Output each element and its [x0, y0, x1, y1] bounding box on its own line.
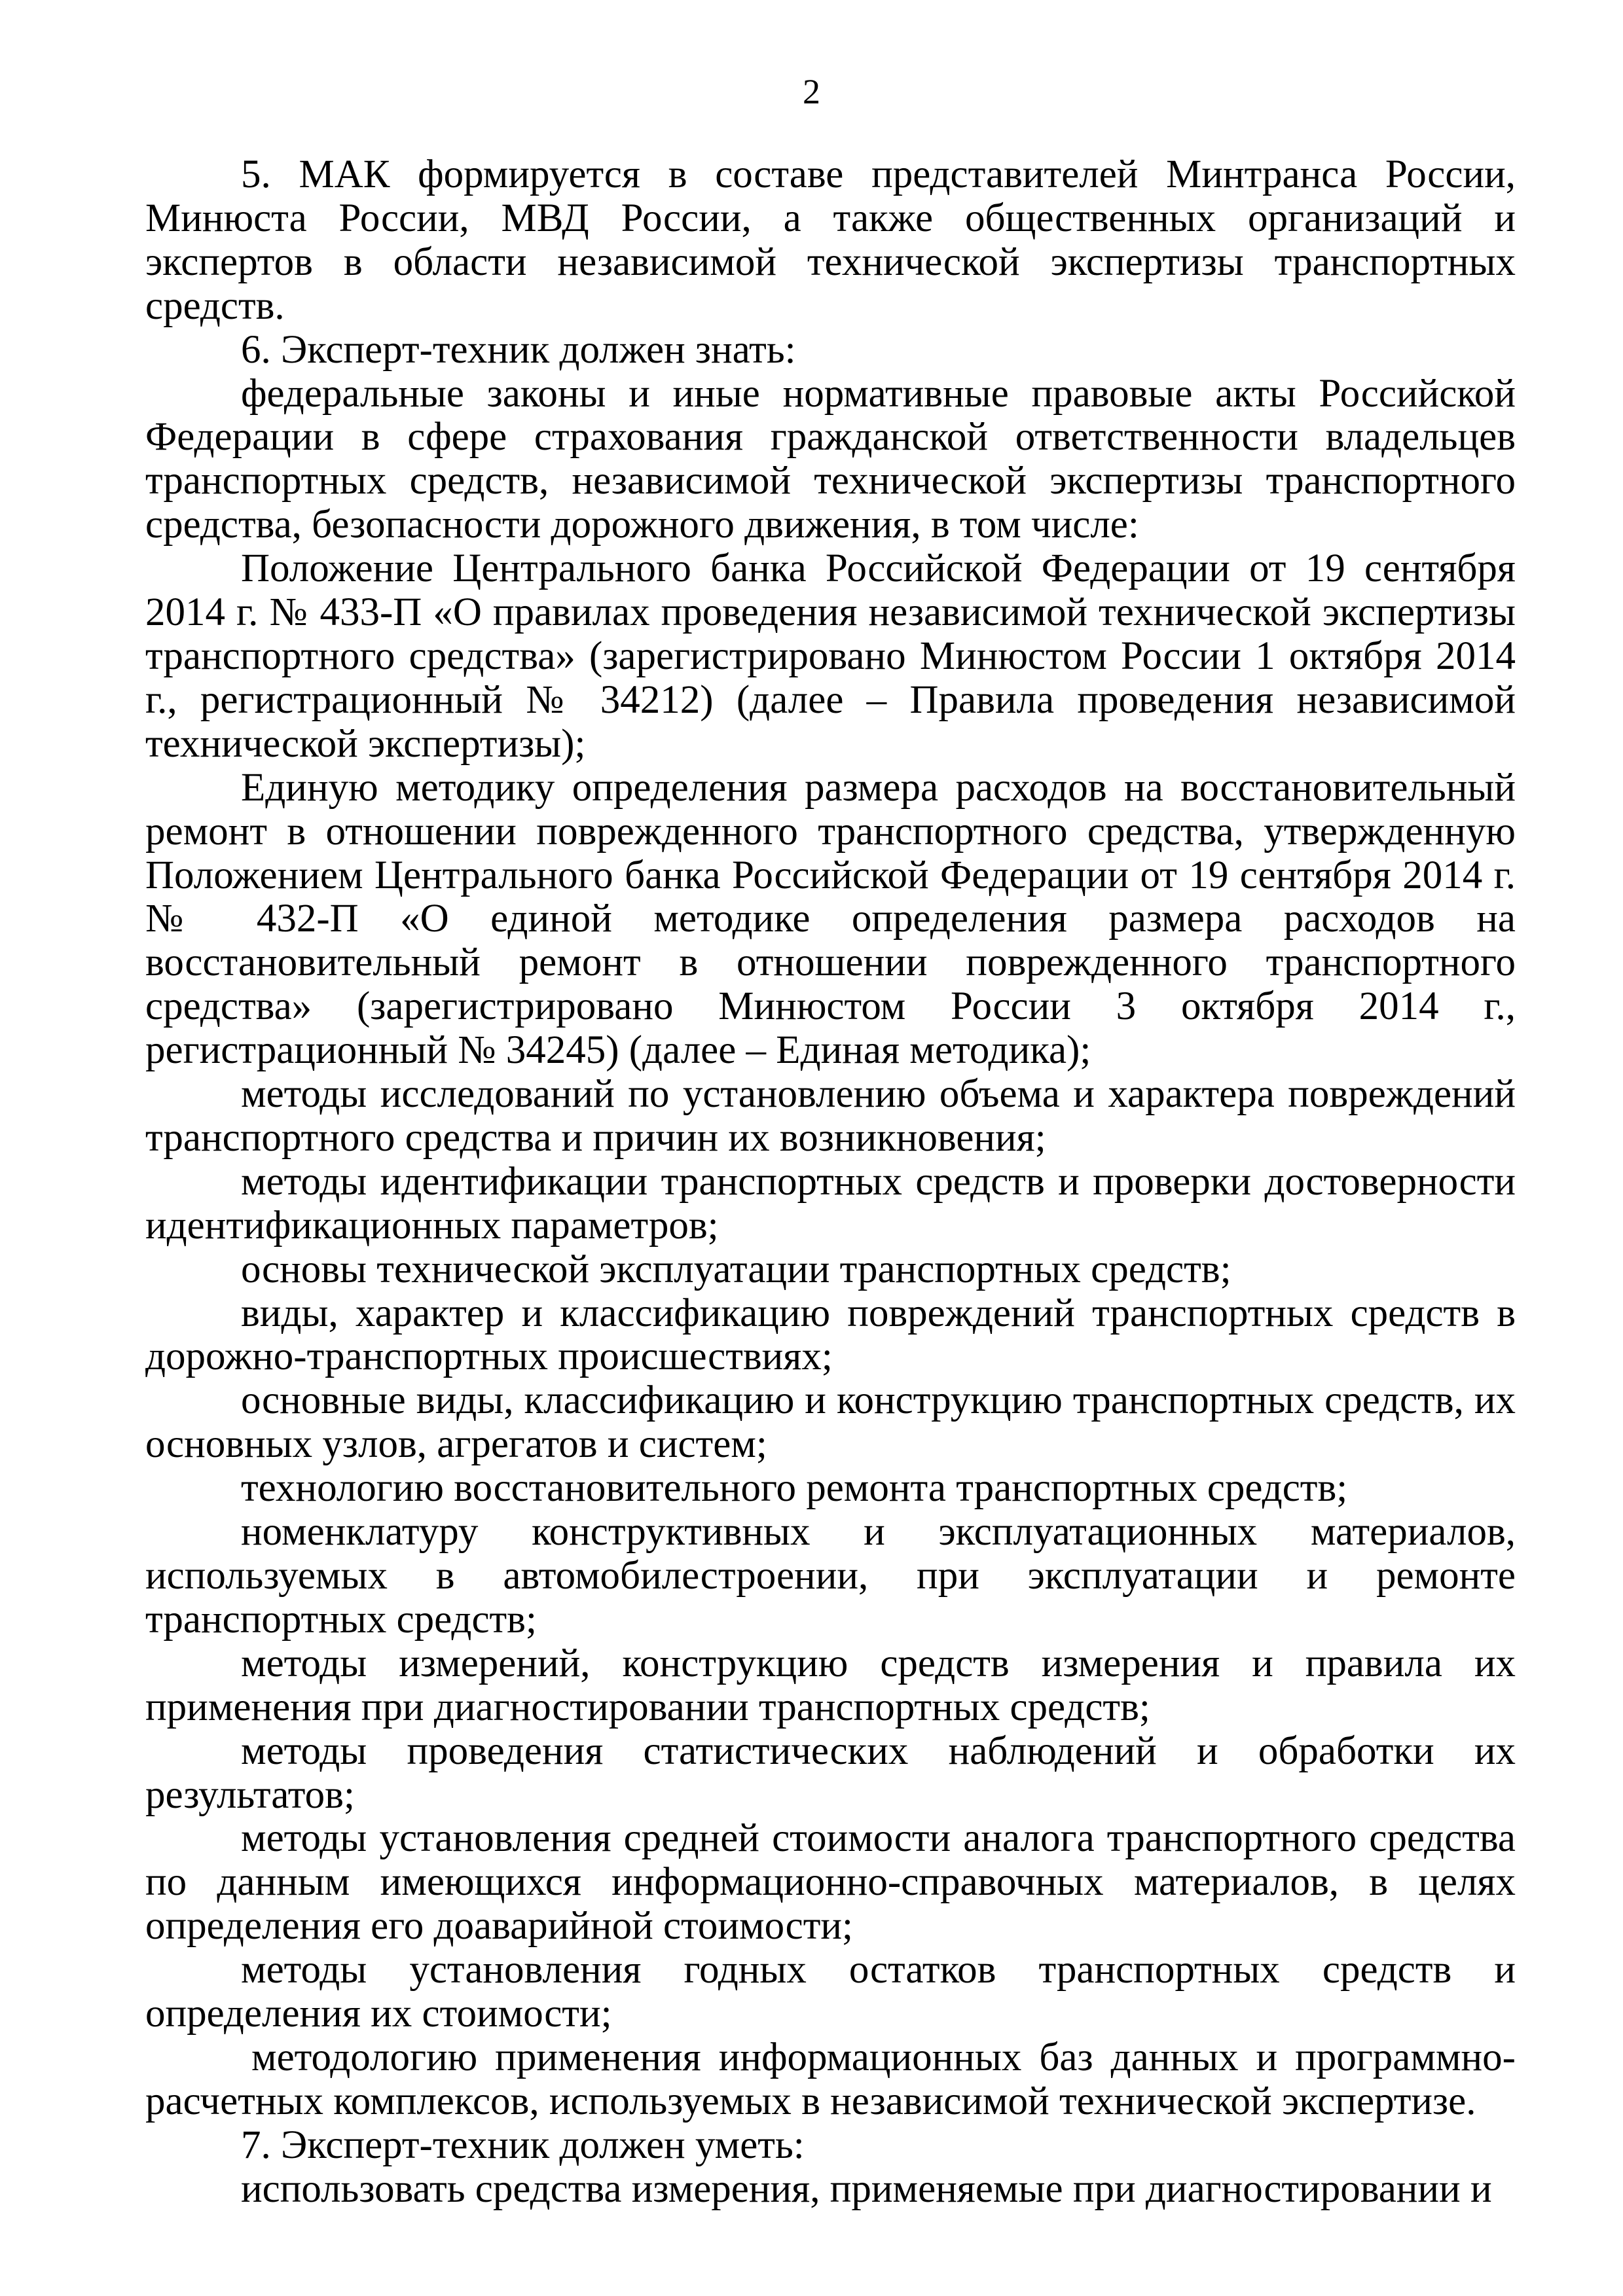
- list-item: номенклатуру конструктивных и эксплуатационных материалов, используемых в автомобилестроении, при эксплуатации и ремонте транспортных средств;: [145, 1510, 1516, 1641]
- list-item: методы установления средней стоимости аналога транспортного средства по данным имеющихся информационно-справочных материалов, в целях определения его доаварийной стоимости;: [145, 1816, 1516, 1948]
- list-item: виды, характер и классификацию повреждений транспортных средств в дорожно-транспортных происшествиях;: [145, 1291, 1516, 1379]
- page-number: 2: [803, 72, 820, 111]
- list-item: Единую методику определения размера расходов на восстановительный ремонт в отношении поврежденного транспортного средства, утвержденную Положением Центрального банка Российской Федерации от 19 сентября 2014 г. № 432-П «О единой методике определения размера расходов на восстановительный ремонт в отношении поврежденного транспортного средства» (зарегистрировано Минюстом России 3 октября 2014 г., регистрационный № 34245) (далее – Единая методика);: [145, 765, 1516, 1073]
- list-item: Положение Центрального банка Российской Федерации от 19 сентября 2014 г. № 433-П «О правилах проведения независимой технической экспертизы транспортного средства» (зарегистрировано Минюстом России 1 октября 2014 г., регистрационный № 34212) (далее – Правила проведения независимой технической экспертизы);: [145, 547, 1516, 766]
- list-item: методы идентификации транспортных средств и проверки достоверности идентификационных параметров;: [145, 1159, 1516, 1247]
- document-body: [145, 153, 1516, 2212]
- list-item: технологию восстановительного ремонта транспортных средств;: [241, 1466, 1348, 1511]
- list-item: федеральные законы и иные нормативные правовые акты Российской Федерации в сфере страхования гражданской ответственности владельцев транспортных средств, независимой технической экспертизы транспортного средства, безопасности дорожного движения, в том числе:: [145, 371, 1516, 547]
- list-item: использовать средства измерения, применяемые при диагностировании и: [241, 2166, 1492, 2211]
- paragraph-6-heading: 6. Эксперт-техник должен знать:: [241, 327, 796, 372]
- list-item: методы измерений, конструкцию средств измерения и правила их применения при диагностировании транспортных средств;: [145, 1641, 1516, 1729]
- list-item: методологию применения информационных баз данных и программно-расчетных комплексов, используемых в независимой технической экспертизе.: [145, 2035, 1516, 2123]
- list-item: методы установления годных остатков транспортных средств и определения их стоимости;: [145, 1948, 1516, 2036]
- paragraph-7-heading: 7. Эксперт-техник должен уметь:: [241, 2123, 805, 2167]
- list-item: методы исследований по установлению объема и характера повреждений транспортного средства и причин их возникновения;: [145, 1072, 1516, 1160]
- list-item: основные виды, классификацию и конструкцию транспортных средств, их основных узлов, агрегатов и систем;: [145, 1378, 1516, 1467]
- list-item: методы проведения статистических наблюдений и обработки их результатов;: [145, 1729, 1516, 1817]
- list-item: основы технической эксплуатации транспортных средств;: [241, 1247, 1231, 1291]
- paragraph-5-mak-composition: 5. МАК формируется в составе представителей Минтранса России, Минюста России, МВД России, а также общественных организаций и экспертов в области независимой технической экспертизы транспортных средств.: [145, 152, 1516, 328]
